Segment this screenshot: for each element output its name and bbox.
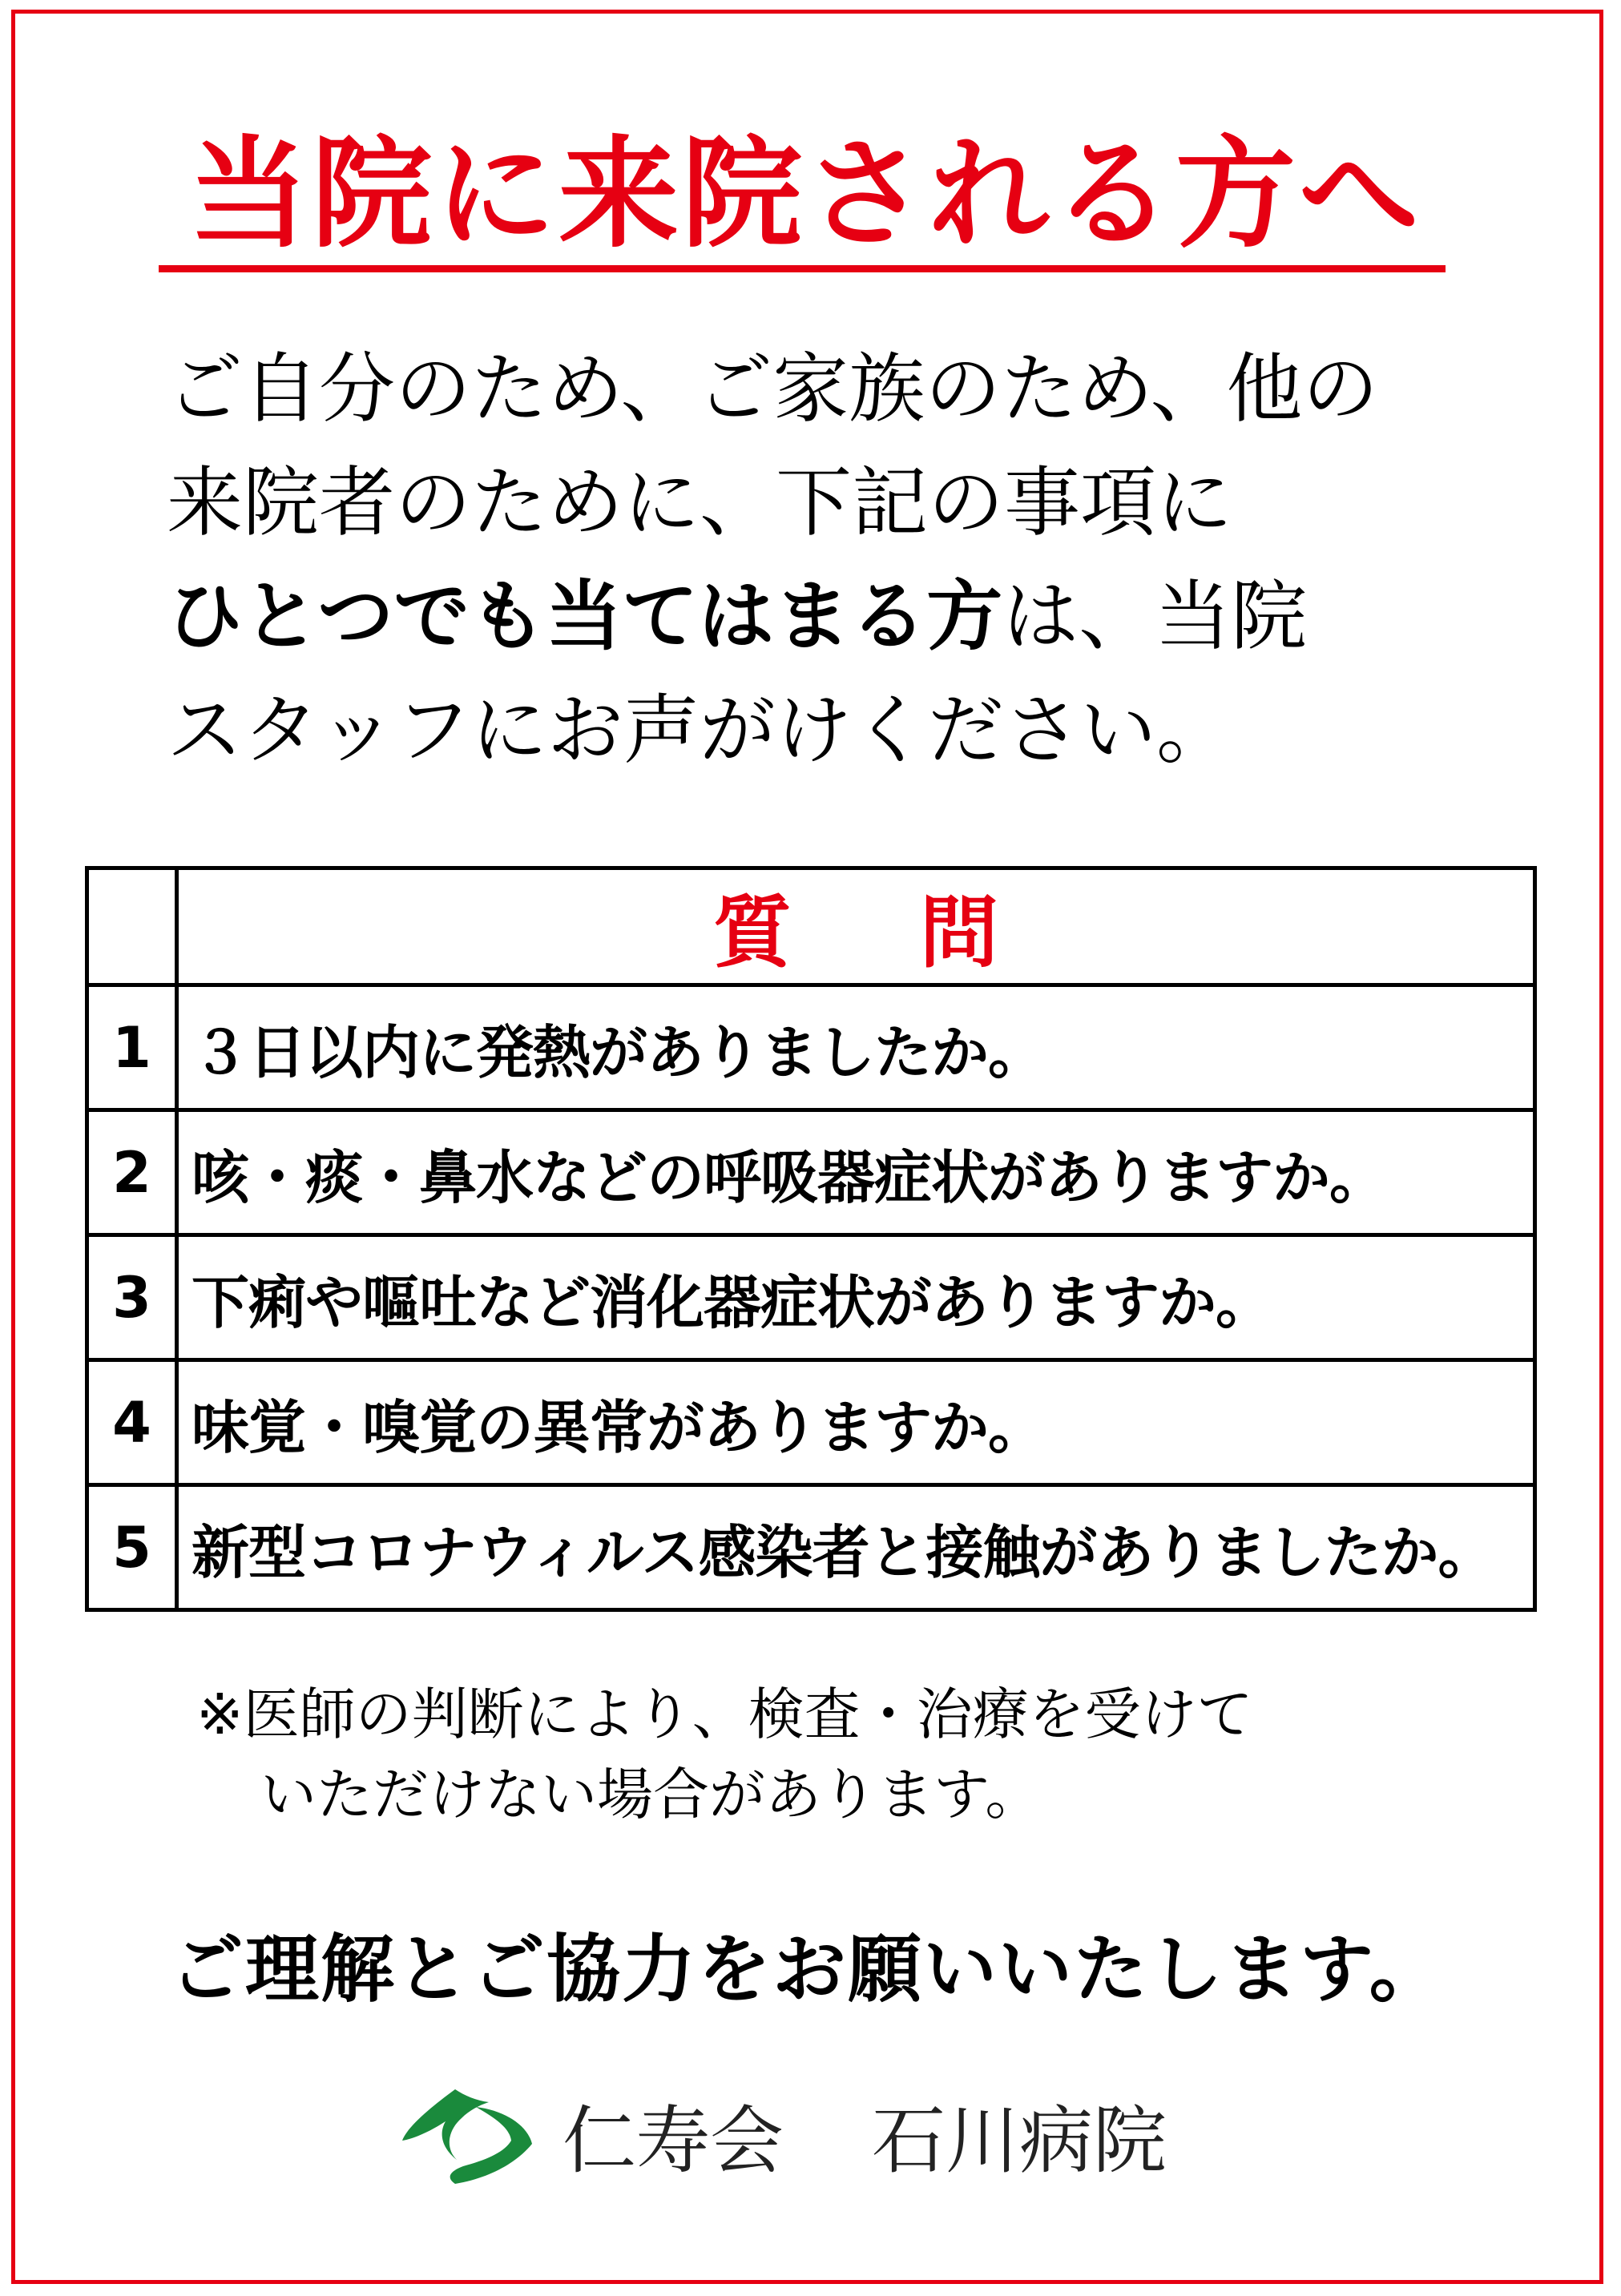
intro-line-3 [167,560,1465,674]
intro-line-1: ご自分のため、ご家族のため、他の [167,345,1379,433]
row-number: 2 [87,1110,177,1235]
row-question: 味覚・嗅覚の異常がありますか。 [177,1360,1535,1485]
organization-name: 仁寿会 [563,2098,784,2184]
row-number: 5 [87,1485,177,1610]
table-row [87,1485,1535,1610]
thanks-message: ご理解とご協力をお願いいたします。 [170,1927,1445,2012]
table-header-question: 質問 [177,868,1535,985]
intro-line-2: 来院者のために、下記の事項に [167,459,1233,547]
intro-line-3-rest: は、当院 [1002,573,1308,661]
table-row [87,1110,1535,1235]
row-question: ３日以内に発熱がありましたか。 [177,985,1535,1110]
row-number: 1 [87,985,177,1110]
row-number: 3 [87,1235,177,1360]
row-question: 下痢や嘔吐など消化器症状がありますか。 [177,1235,1535,1360]
intro-line-4: スタッフにお声がけください。 [167,687,1233,775]
table-row [87,985,1535,1110]
note-line-1: ※医師の判断により、検査・治療を受けて [196,1682,1253,1747]
intro-emphasis: ひとつでも当てはまる方 [167,573,1003,661]
disclaimer-note [196,1674,1253,1835]
table-row [87,1360,1535,1485]
green-swoosh-logo-icon [399,2083,535,2187]
intro-text [167,332,1465,787]
hospital-name: 石川病院 [872,2098,1167,2184]
row-question: 新型コロナウィルス感染者と接触がありましたか。 [177,1485,1535,1610]
page-title: 当院に来院される方へ [188,125,1422,264]
header-number-cell [87,868,177,985]
table-row [87,1235,1535,1360]
row-number: 4 [87,1360,177,1485]
footer-organization [399,2075,1167,2195]
title-underline [159,265,1446,272]
table-header-row [87,868,1535,985]
note-line-2: いただけない場合があります。 [260,1762,1042,1827]
row-question: 咳・痰・鼻水などの呼吸器症状がありますか。 [177,1110,1535,1235]
screening-questions-table [85,866,1537,1612]
